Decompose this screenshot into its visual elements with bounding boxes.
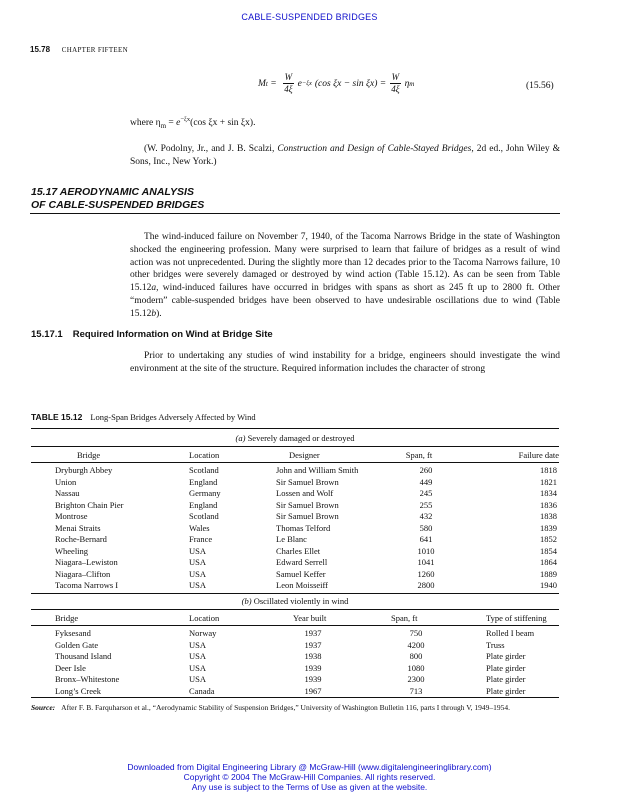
table-cell: England [189, 499, 218, 510]
table-cell: 1836 [540, 499, 557, 510]
page-header [30, 45, 128, 54]
table-cell: USA [189, 557, 207, 567]
paragraph-1 [130, 231, 560, 321]
table-row [31, 465, 559, 476]
table-cell: 1937 [304, 628, 322, 638]
eq-eta: η [404, 78, 410, 89]
table-cell: 1852 [540, 534, 557, 544]
table-cell: 1080 [407, 662, 425, 673]
eq-lhs: M [258, 78, 266, 89]
table-cell: 1889 [540, 568, 557, 579]
eq-lhs-sub: t [265, 79, 268, 88]
table-cell: 1260 [417, 568, 435, 579]
eq-frac2-den: 4ξ [391, 84, 400, 94]
table-row [31, 488, 559, 499]
col-designer: Designer [289, 450, 320, 460]
table-caption: Long-Span Bridges Adversely Affected by Wind [90, 412, 256, 422]
table-cell: 245 [419, 488, 433, 498]
table-cell: USA [189, 580, 207, 590]
table-cell: Union [55, 476, 77, 487]
table-cell: 1939 [304, 674, 322, 684]
table-cell: 1940 [540, 580, 557, 590]
table-cell: Tacoma Narrows I [55, 580, 119, 590]
table-bottom-rule [31, 697, 559, 698]
table-cell: Nassau [55, 488, 80, 498]
table-cell: USA [189, 639, 207, 650]
col-bridge: Bridge [77, 450, 101, 460]
table-cell: Menai Straits [55, 522, 101, 533]
table-cell: Le Blanc [276, 534, 307, 544]
section-rule [30, 213, 560, 214]
table-rule [31, 446, 559, 447]
eq-fraction-2 [389, 72, 401, 95]
table-cell: Leon Moisseiff [276, 580, 329, 590]
table-cell: 4200 [407, 639, 425, 650]
table-row [31, 663, 559, 674]
paragraph-2: Prior to undertaking any studies of wind instability for a bridge, engineers should investigate the wind environment at the site of the structure. Required information includes the character of strong [130, 351, 560, 374]
table-cell: Canada [189, 685, 215, 696]
table-cell: 1854 [540, 545, 557, 556]
table-cell: 1821 [540, 476, 557, 487]
table-cell: 1838 [540, 511, 557, 521]
table-row [31, 569, 559, 580]
table-cell: 1041 [417, 557, 435, 567]
table-cell: USA [189, 568, 207, 579]
para1-b: , wind-induced failures have occurred in bridges with spans as short as 245 ft up to 2800 ft. Other “modern” cable-suspended bridges have been observed to have undesirable oscillations due to wind (Table 15.12 [130, 283, 560, 319]
table-source [31, 702, 559, 713]
table-label: TABLE 15.12 [31, 412, 83, 422]
col-year-built: Year built [293, 613, 327, 623]
subsection-number: 15.17.1 [31, 329, 63, 340]
table-cell: 750 [409, 628, 423, 638]
subsection-heading [31, 329, 273, 340]
table-cell: Norway [189, 628, 217, 638]
table-cell: Deer Isle [55, 662, 86, 673]
where-eq: = [166, 118, 177, 129]
source-label: Source: [31, 703, 56, 712]
table-cell: John and William Smith [276, 465, 359, 475]
table-top-rule [31, 428, 559, 429]
table-row [31, 580, 559, 591]
table-rule [31, 593, 559, 594]
table-cell: 1938 [304, 651, 322, 661]
table-cell: USA [189, 651, 207, 661]
source-text: After F. B. Farquharson et al., “Aerodynamic Stability of Suspension Bridges,” University of Washington Bulletin 116, parts I through V, 1949–1954. [61, 703, 511, 712]
table-rule [31, 609, 559, 610]
table-cell: 641 [419, 534, 433, 544]
col-bridge: Bridge [55, 613, 79, 623]
table-cell: USA [189, 662, 207, 673]
table-row [31, 640, 559, 651]
footer-line-2: Copyright © 2004 The McGraw-Hill Companies. All rights reserved. [183, 772, 436, 782]
table-cell: Roche-Bernard [55, 534, 107, 544]
table-cell: 260 [419, 465, 433, 475]
table-cell: 432 [419, 511, 433, 521]
table-cell: Sir Samuel Brown [276, 499, 339, 510]
citation-title: Construction and Design of Cable-Stayed Bridges [277, 144, 472, 154]
col-failure-date: Failure date [518, 450, 559, 460]
section-heading-line2: OF CABLE-SUSPENDED BRIDGES [31, 199, 205, 211]
eq-exp-base: e [297, 78, 302, 89]
col-span: Span, ft [405, 450, 433, 460]
table-row [31, 523, 559, 534]
eq-frac1-den: 4ξ [284, 84, 293, 94]
table-cell: Plate girder [486, 662, 526, 673]
table-row [31, 500, 559, 511]
citation [130, 143, 560, 169]
table-cell: Germany [189, 488, 221, 498]
eq-eta-sub: m [409, 79, 415, 88]
table-cell: USA [189, 674, 207, 684]
table-part-b-heading [31, 596, 559, 606]
table-a-column-headers [31, 450, 559, 461]
table-cell: 713 [409, 685, 423, 696]
footer-line-3: Any use is subject to the Terms of Use as given at the website. [191, 782, 428, 792]
table-cell: Sir Samuel Brown [276, 476, 339, 487]
eq-frac1-num: W [284, 72, 293, 82]
table-cell: Golden Gate [55, 639, 99, 650]
para1-b-it: b [151, 308, 157, 319]
where-rest: (cos ξx + sin ξx). [190, 118, 256, 129]
table-cell: 1937 [304, 639, 322, 650]
para1-a: The wind-induced failure on November 7, 1940, of the Tacoma Narrows Bridge in the state of Washington shocked the engineering profession. Many were surprised to learn that failure of bridges as a result of wind action was not unprecedented. During the slightly more than 12 decades prior to the Tacoma Narrows failure, 10 other bridges were severely damaged or destroyed by wind action (Table 15.12). As can be seen from Table 15.12 [130, 232, 560, 294]
para1-c: ). [156, 308, 162, 319]
eq-exp-power: −ξx [301, 80, 312, 87]
table-cell: Bronx–Whitestone [55, 674, 120, 684]
table-cell: France [189, 534, 213, 544]
table-cell: 1818 [540, 465, 557, 475]
col-span: Span, ft [391, 613, 418, 623]
table-cell: Lossen and Wolf [276, 488, 334, 498]
col-location: Location [189, 450, 220, 460]
eq-middle: (cos ξx − sin ξx) = [314, 78, 387, 89]
citation-after: , 2d ed., John Wiley & Sons, Inc., New York.) [130, 144, 560, 167]
part-b-title: Oscillated violently in wind [253, 596, 349, 606]
table-cell: Montrose [55, 511, 88, 521]
table-cell: 255 [419, 499, 433, 510]
table-cell: Charles Ellet [276, 545, 321, 556]
table-cell: Plate girder [486, 674, 526, 684]
page-number: 15.78 [30, 45, 51, 54]
part-b-letter: (b) [241, 596, 252, 606]
eq-frac2-num: W [391, 72, 400, 82]
table-cell: Plate girder [486, 651, 526, 661]
table-cell: Scotland [189, 511, 219, 521]
table-row [31, 651, 559, 662]
table-cell: Dryburgh Abbey [55, 465, 113, 475]
where-e: e [176, 118, 181, 129]
table-rule [31, 462, 559, 463]
equation-15-56: M t = $\frac{W}{4\xi}$ e −ξx (cos ξx − sin ξx) = $\frac{W}{4\xi}$ η m [258, 72, 415, 94]
table-cell: 1864 [540, 557, 557, 567]
where-prefix: where η [130, 118, 161, 129]
table-cell: 2800 [417, 580, 435, 590]
citation-before: (W. Podolny, Jr., and J. B. Scalzi, [144, 144, 278, 154]
table-title [31, 412, 256, 422]
where-power: −ξx [180, 116, 191, 123]
table-row [31, 477, 559, 488]
part-a-title: Severely damaged or destroyed [247, 433, 355, 443]
para1-a-it: a [151, 283, 157, 294]
table-cell: Sir Samuel Brown [276, 511, 339, 521]
table-b-column-headers [31, 613, 559, 624]
running-head: CABLE-SUSPENDED BRIDGES [241, 12, 378, 22]
download-footer [0, 762, 619, 792]
table-cell: 1010 [417, 545, 435, 556]
table-row [31, 674, 559, 685]
table-cell: Plate girder [486, 685, 526, 696]
col-location: Location [189, 613, 220, 623]
table-cell: Fyksesand [55, 628, 91, 638]
table-row [31, 557, 559, 568]
footer-line-1[interactable]: Downloaded from Digital Engineering Library @ McGraw-Hill (www.digitalengineeringlibrary.com) [127, 762, 492, 772]
table-row [31, 546, 559, 557]
table-cell: 1939 [304, 662, 322, 673]
table-row [31, 534, 559, 545]
table-row [31, 511, 559, 522]
table-cell: 1834 [540, 488, 557, 498]
table-cell: USA [189, 545, 207, 556]
eq-fraction-1 [282, 72, 294, 95]
table-row [31, 628, 559, 639]
subsection-title: Required Information on Wind at Bridge Site [72, 329, 273, 340]
table-cell: Brighton Chain Pier [55, 499, 124, 510]
table-cell: Scotland [189, 465, 219, 475]
table-cell: 1839 [540, 522, 557, 533]
table-cell: Niagara–Clifton [55, 568, 111, 579]
table-cell: Thousand Island [55, 651, 112, 661]
table-cell: 800 [409, 651, 423, 661]
table-cell: Truss [486, 639, 505, 650]
table-cell: Edward Serrell [276, 557, 328, 567]
table-cell: Long’s Creek [55, 685, 102, 696]
where-line [130, 116, 255, 130]
part-a-letter: (a) [235, 433, 246, 443]
equation-number: (15.56) [526, 81, 554, 91]
table-row [31, 686, 559, 697]
col-stiffening: Type of stiffening [486, 613, 547, 623]
table-cell: Wheeling [55, 545, 89, 556]
table-cell: 2300 [407, 674, 425, 684]
section-heading-line1: 15.17 AERODYNAMIC ANALYSIS [31, 186, 194, 198]
section-heading [31, 186, 281, 212]
table-part-a-heading [31, 433, 559, 443]
table-cell: Thomas Telford [276, 522, 331, 533]
table-cell: Rolled I beam [486, 628, 535, 638]
table-cell: Samuel Keffer [276, 568, 326, 579]
table-cell: Wales [189, 522, 210, 533]
table-cell: 580 [419, 522, 433, 533]
chapter-label: CHAPTER FIFTEEN [61, 46, 128, 54]
table-cell: 449 [419, 476, 433, 487]
table-cell: Niagara–Lewiston [55, 557, 118, 567]
where-sub: m [160, 122, 167, 131]
table-rule [31, 625, 559, 626]
table-cell: England [189, 476, 218, 487]
table-cell: 1967 [304, 685, 322, 696]
